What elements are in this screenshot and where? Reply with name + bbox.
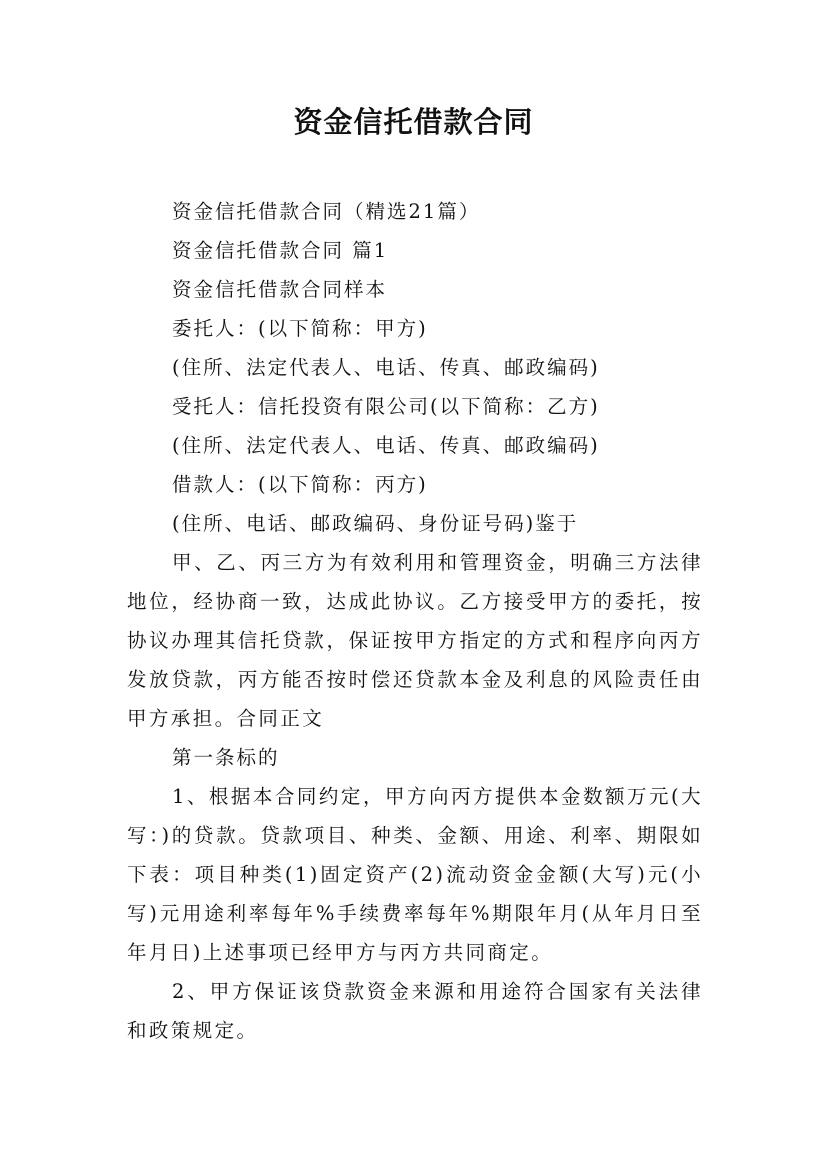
clause-1-paragraph: 1、根据本合同约定，甲方向丙方提供本金数额万元(大写：)的贷款。贷款项目、种类、金额、用途、利率、期限如下表：项目种类(1)固定资产(2)流动资金金额(大写)元(小写)元用途利率每年%手续费率每年%期限年月(从年月日至年月日)上述事项已经甲方与丙方共同商定。: [127, 785, 703, 964]
intro-paragraph: 甲、乙、丙三方为有效利用和管理资金，明确三方法律地位，经协商一致，达成此协议。乙方接受甲方的委托，按协议办理其信托贷款，保证按甲方指定的方式和程序向丙方发放贷款，丙方能否按时偿还贷款本金及利息的风险责任由甲方承担。合同正文: [127, 551, 703, 730]
header-line-borrower: 借款人：(以下简称：丙方): [172, 473, 428, 496]
header-line-trustor: 委托人：(以下简称：甲方): [172, 317, 428, 340]
header-line-title-selection: 资金信托借款合同（精选21篇）: [172, 200, 481, 223]
header-line-trustee-details: (住所、法定代表人、电话、传真、邮政编码): [172, 434, 600, 457]
header-line-borrower-details: (住所、电话、邮政编码、身份证号码)鉴于: [172, 512, 579, 535]
document-title: 资金信托借款合同: [293, 105, 534, 139]
header-line-trustee: 受托人：信托投资有限公司(以下简称：乙方): [172, 395, 600, 418]
clause-2-paragraph: 2、甲方保证该贷款资金来源和用途符合国家有关法律和政策规定。: [127, 980, 703, 1042]
section-heading: 第一条标的: [172, 746, 280, 769]
header-line-trustor-details: (住所、法定代表人、电话、传真、邮政编码): [172, 356, 600, 379]
header-line-sample: 资金信托借款合同样本: [172, 278, 388, 301]
header-line-article-1: 资金信托借款合同 篇1: [172, 239, 389, 262]
